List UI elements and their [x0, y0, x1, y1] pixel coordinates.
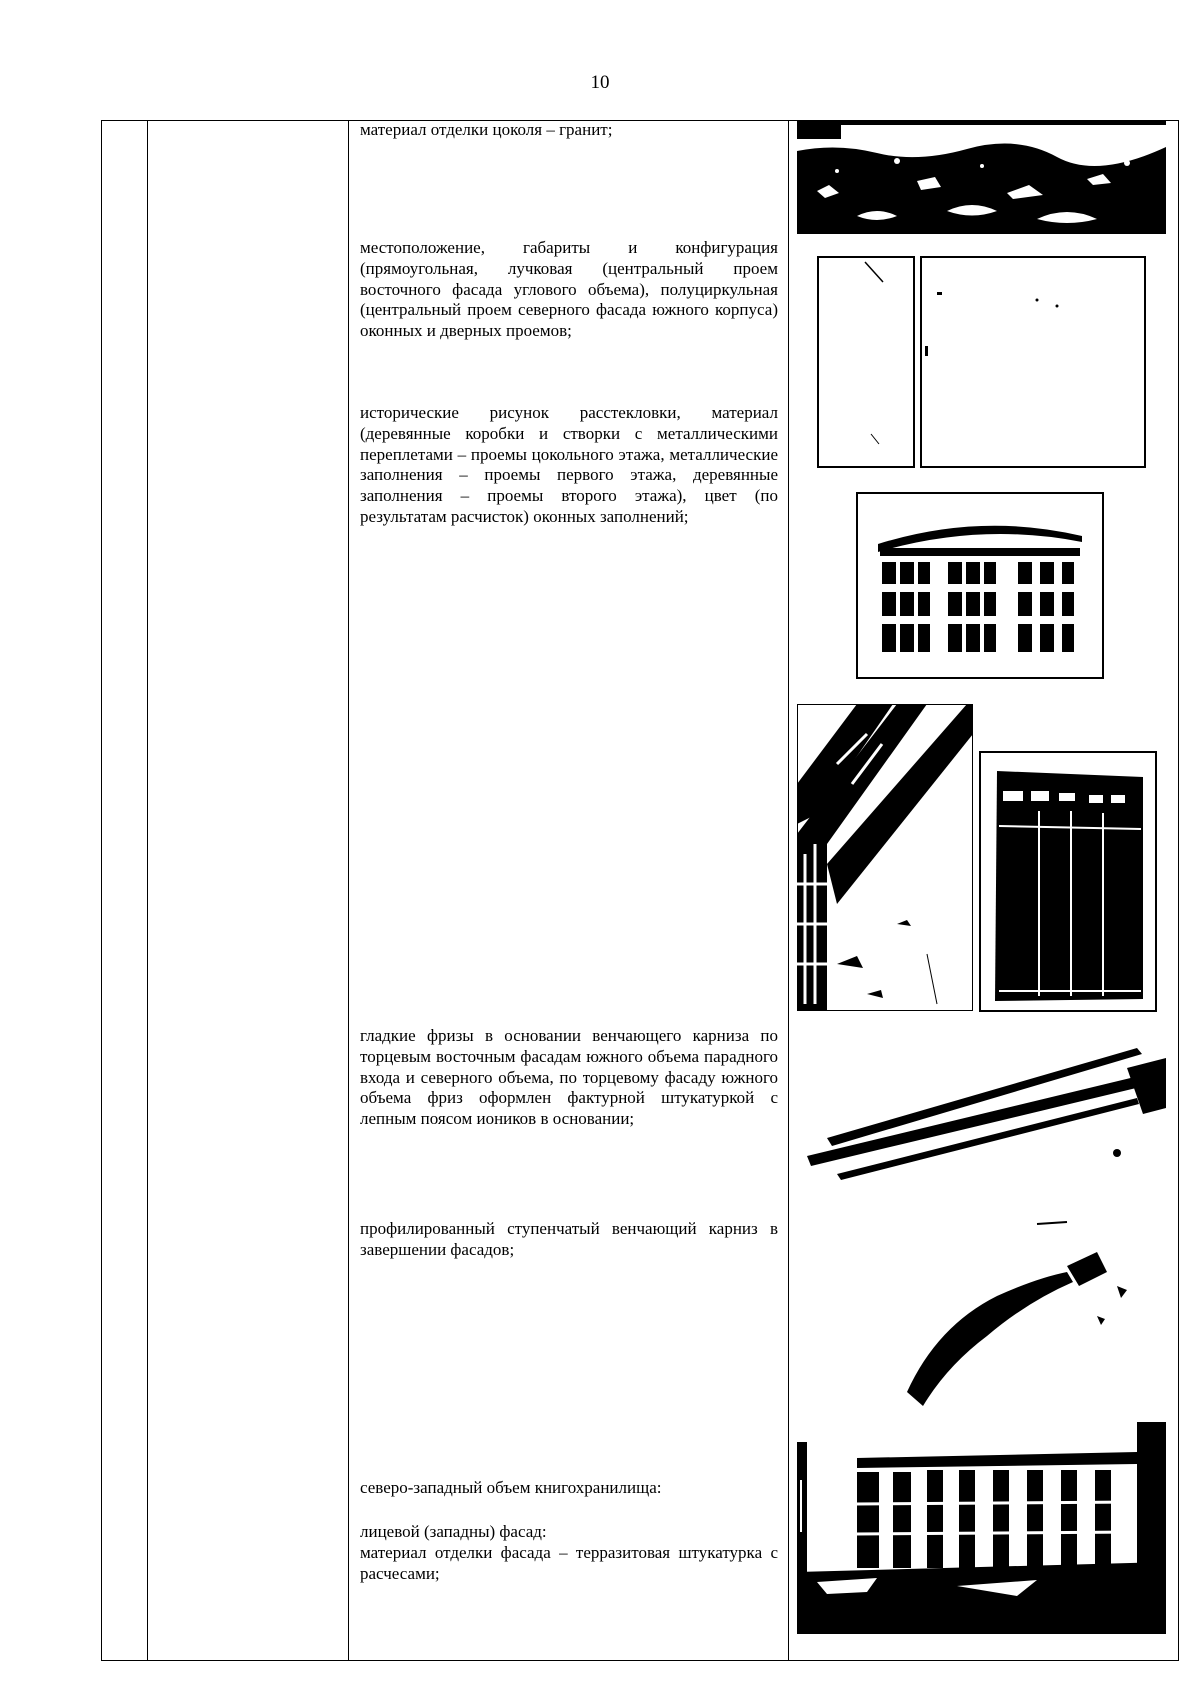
column-divider-1 [147, 120, 148, 1661]
book-depository-facade-photo [797, 1422, 1166, 1634]
book-depository-text: северо-западный объем книгохранилища: [360, 1478, 662, 1497]
arched-window-photo [856, 492, 1104, 679]
window-openings-photo [817, 256, 1147, 468]
window-fillings-text: исторические рисунок расстекловки, материал (деревянные коробки и створки с металлическими переплетами – проемы цокольного этажа, металлические заполнения – проемы первого этажа, деревянные заполнения – проемы второго этажа), цвет (по результатам расчисток) оконных заполнений; [360, 403, 778, 526]
frieze-text: гладкие фризы в основании венчающего карниза по торцевым восточным фасадам южного объема парадного входа и северного объема, по торцевому фасаду южного объема фриз оформлен фактурной штукатуркой с лепным поясом иоников в основании; [360, 1026, 778, 1129]
barred-window-photo [979, 751, 1157, 1012]
plinth-material-text: материал отделки цоколя – гранит; [360, 120, 613, 139]
column-divider-3 [788, 120, 789, 1661]
west-facade-heading: лицевой (западны) фасад: [360, 1522, 547, 1541]
column-divider-2 [348, 120, 349, 1661]
frieze-photo [797, 1038, 1166, 1198]
cornice-photo [797, 1216, 1166, 1414]
diagonal-window-photo [797, 704, 973, 1011]
facade-finish-text: материал отделки фасада – терразитовая штукатурка с расчесами; [360, 1543, 778, 1583]
granite-plinth-photo [797, 121, 1166, 234]
openings-text: местоположение, габариты и конфигурация (прямоугольная, лучковая (центральный проем восточного фасада углового объема), полуциркульная (центральный проем северного фасада южного корпуса) оконных и дверных проемов; [360, 238, 778, 341]
page-number: 10 [590, 72, 610, 93]
cornice-text: профилированный ступенчатый венчающий карниз в завершении фасадов; [360, 1219, 778, 1259]
